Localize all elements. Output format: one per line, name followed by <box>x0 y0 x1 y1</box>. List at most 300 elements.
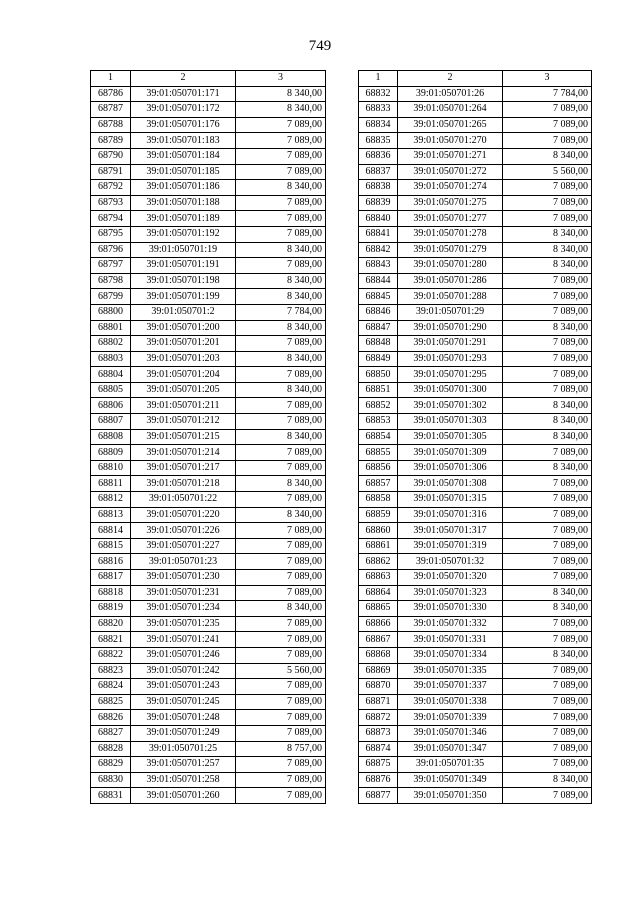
row-number: 68860 <box>359 523 398 539</box>
cost-value: 7 089,00 <box>236 133 326 149</box>
row-number: 68872 <box>359 710 398 726</box>
row-number: 68790 <box>91 148 131 164</box>
table-row <box>91 133 326 149</box>
row-number: 68867 <box>359 632 398 648</box>
cost-value: 8 340,00 <box>503 601 592 617</box>
cost-value: 7 089,00 <box>236 694 326 710</box>
table-row <box>359 102 592 118</box>
table-row <box>91 398 326 414</box>
row-number: 68832 <box>359 86 398 102</box>
cost-value: 8 340,00 <box>503 226 592 242</box>
cost-value: 8 340,00 <box>503 460 592 476</box>
cadastral-number: 39:01:050701:288 <box>398 289 503 305</box>
row-number: 68819 <box>91 601 131 617</box>
table-row <box>359 741 592 757</box>
row-number: 68845 <box>359 289 398 305</box>
cadastral-number: 39:01:050701:234 <box>131 601 236 617</box>
row-number: 68840 <box>359 211 398 227</box>
table-row <box>359 679 592 695</box>
cost-value: 8 340,00 <box>236 601 326 617</box>
cadastral-number: 39:01:050701:242 <box>131 663 236 679</box>
cost-value: 7 089,00 <box>503 180 592 196</box>
row-number: 68877 <box>359 788 398 804</box>
row-number: 68822 <box>91 647 131 663</box>
cost-value: 7 089,00 <box>503 102 592 118</box>
table-row <box>91 616 326 632</box>
row-number: 68853 <box>359 414 398 430</box>
cadastral-number: 39:01:050701:191 <box>131 258 236 274</box>
cadastral-number: 39:01:050701:2 <box>131 304 236 320</box>
left-table-body <box>91 86 326 803</box>
cadastral-number: 39:01:050701:319 <box>398 538 503 554</box>
table-row <box>91 367 326 383</box>
row-number: 68802 <box>91 336 131 352</box>
table-row <box>91 632 326 648</box>
row-number: 68843 <box>359 258 398 274</box>
table-row <box>359 757 592 773</box>
row-number: 68855 <box>359 445 398 461</box>
table-row <box>359 258 592 274</box>
row-number: 68862 <box>359 554 398 570</box>
table-row <box>91 460 326 476</box>
cadastral-number: 39:01:050701:199 <box>131 289 236 305</box>
cost-value: 8 340,00 <box>503 429 592 445</box>
table-row <box>359 647 592 663</box>
cadastral-number: 39:01:050701:172 <box>131 102 236 118</box>
table-row <box>91 741 326 757</box>
table-row <box>91 211 326 227</box>
cadastral-number: 39:01:050701:231 <box>131 585 236 601</box>
cost-value: 8 340,00 <box>236 382 326 398</box>
cadastral-number: 39:01:050701:212 <box>131 414 236 430</box>
cost-value: 7 089,00 <box>236 725 326 741</box>
cost-value: 7 784,00 <box>503 86 592 102</box>
cadastral-number: 39:01:050701:188 <box>131 195 236 211</box>
table-row <box>91 102 326 118</box>
cadastral-number: 39:01:050701:218 <box>131 476 236 492</box>
row-number: 68865 <box>359 601 398 617</box>
row-number: 68866 <box>359 616 398 632</box>
header-col-3: 3 <box>503 71 592 87</box>
cadastral-number: 39:01:050701:332 <box>398 616 503 632</box>
table-row <box>91 289 326 305</box>
cost-value: 7 089,00 <box>503 492 592 508</box>
row-number: 68814 <box>91 523 131 539</box>
cadastral-number: 39:01:050701:275 <box>398 195 503 211</box>
cadastral-number: 39:01:050701:201 <box>131 336 236 352</box>
row-number: 68786 <box>91 86 131 102</box>
cadastral-number: 39:01:050701:280 <box>398 258 503 274</box>
cadastral-number: 39:01:050701:339 <box>398 710 503 726</box>
row-number: 68809 <box>91 445 131 461</box>
cost-value: 7 089,00 <box>503 195 592 211</box>
table-row <box>359 476 592 492</box>
table-row <box>91 351 326 367</box>
cadastral-number: 39:01:050701:214 <box>131 445 236 461</box>
table-row <box>91 523 326 539</box>
cadastral-number: 39:01:050701:241 <box>131 632 236 648</box>
cadastral-number: 39:01:050701:220 <box>131 507 236 523</box>
cadastral-number: 39:01:050701:264 <box>398 102 503 118</box>
cost-value: 5 560,00 <box>503 164 592 180</box>
row-number: 68813 <box>91 507 131 523</box>
cost-value: 7 089,00 <box>503 679 592 695</box>
cost-value: 8 340,00 <box>236 429 326 445</box>
row-number: 68856 <box>359 460 398 476</box>
cost-value: 7 089,00 <box>503 632 592 648</box>
row-number: 68828 <box>91 741 131 757</box>
row-number: 68834 <box>359 117 398 133</box>
cadastral-number: 39:01:050701:274 <box>398 180 503 196</box>
table-row <box>359 336 592 352</box>
cost-value: 8 340,00 <box>503 585 592 601</box>
cadastral-number: 39:01:050701:279 <box>398 242 503 258</box>
table-row <box>359 320 592 336</box>
cost-value: 7 089,00 <box>503 788 592 804</box>
cadastral-number: 39:01:050701:23 <box>131 554 236 570</box>
row-number: 68873 <box>359 725 398 741</box>
cadastral-number: 39:01:050701:249 <box>131 725 236 741</box>
row-number: 68787 <box>91 102 131 118</box>
row-number: 68844 <box>359 273 398 289</box>
row-number: 68817 <box>91 570 131 586</box>
row-number: 68812 <box>91 492 131 508</box>
row-number: 68833 <box>359 102 398 118</box>
cadastral-number: 39:01:050701:337 <box>398 679 503 695</box>
cost-value: 7 089,00 <box>236 679 326 695</box>
table-row <box>91 601 326 617</box>
table-row <box>91 258 326 274</box>
table-row <box>359 226 592 242</box>
cost-value: 8 340,00 <box>236 507 326 523</box>
row-number: 68799 <box>91 289 131 305</box>
cost-value: 8 340,00 <box>503 148 592 164</box>
table-row <box>91 117 326 133</box>
row-number: 68808 <box>91 429 131 445</box>
table-row <box>91 164 326 180</box>
cost-value: 7 089,00 <box>236 632 326 648</box>
cadastral-number: 39:01:050701:32 <box>398 554 503 570</box>
row-number: 68801 <box>91 320 131 336</box>
cadastral-number: 39:01:050701:198 <box>131 273 236 289</box>
cost-value: 7 089,00 <box>236 616 326 632</box>
table-row <box>359 117 592 133</box>
row-number: 68831 <box>91 788 131 804</box>
cadastral-number: 39:01:050701:227 <box>131 538 236 554</box>
row-number: 68791 <box>91 164 131 180</box>
row-number: 68788 <box>91 117 131 133</box>
cadastral-number: 39:01:050701:205 <box>131 382 236 398</box>
table-row <box>359 367 592 383</box>
table-row <box>359 788 592 804</box>
cost-value: 7 089,00 <box>503 304 592 320</box>
cadastral-number: 39:01:050701:217 <box>131 460 236 476</box>
table-row <box>91 195 326 211</box>
cost-value: 7 089,00 <box>236 414 326 430</box>
cadastral-number: 39:01:050701:272 <box>398 164 503 180</box>
row-number: 68815 <box>91 538 131 554</box>
cost-value: 5 560,00 <box>236 663 326 679</box>
table-row <box>359 180 592 196</box>
row-number: 68859 <box>359 507 398 523</box>
cost-value: 7 089,00 <box>503 663 592 679</box>
cost-value: 7 089,00 <box>236 585 326 601</box>
cost-value: 7 089,00 <box>503 289 592 305</box>
right-table <box>358 70 592 804</box>
table-row <box>359 195 592 211</box>
cadastral-number: 39:01:050701:305 <box>398 429 503 445</box>
table-row <box>91 788 326 804</box>
row-number: 68826 <box>91 710 131 726</box>
header-col-1: 1 <box>359 71 398 87</box>
table-row <box>359 133 592 149</box>
table-row <box>91 757 326 773</box>
table-row <box>359 414 592 430</box>
cost-value: 7 089,00 <box>503 476 592 492</box>
cadastral-number: 39:01:050701:315 <box>398 492 503 508</box>
table-row <box>91 492 326 508</box>
cadastral-number: 39:01:050701:29 <box>398 304 503 320</box>
cost-value: 8 340,00 <box>503 647 592 663</box>
row-number: 68807 <box>91 414 131 430</box>
table-row <box>91 86 326 102</box>
table-row <box>359 585 592 601</box>
table-row <box>359 289 592 305</box>
table-row <box>91 180 326 196</box>
cadastral-number: 39:01:050701:192 <box>131 226 236 242</box>
cost-value: 8 340,00 <box>236 320 326 336</box>
header-col-3: 3 <box>236 71 326 87</box>
cadastral-number: 39:01:050701:295 <box>398 367 503 383</box>
cadastral-number: 39:01:050701:183 <box>131 133 236 149</box>
cost-value: 8 340,00 <box>503 772 592 788</box>
cost-value: 7 089,00 <box>503 507 592 523</box>
cost-value: 7 089,00 <box>503 757 592 773</box>
cadastral-number: 39:01:050701:26 <box>398 86 503 102</box>
cost-value: 7 089,00 <box>236 367 326 383</box>
cost-value: 7 089,00 <box>503 616 592 632</box>
table-row <box>91 585 326 601</box>
cost-value: 8 340,00 <box>503 258 592 274</box>
table-row <box>91 414 326 430</box>
row-number: 68805 <box>91 382 131 398</box>
row-number: 68798 <box>91 273 131 289</box>
row-number: 68794 <box>91 211 131 227</box>
cost-value: 7 089,00 <box>236 117 326 133</box>
cadastral-number: 39:01:050701:271 <box>398 148 503 164</box>
cost-value: 7 089,00 <box>236 336 326 352</box>
cadastral-number: 39:01:050701:347 <box>398 741 503 757</box>
cost-value: 7 089,00 <box>236 445 326 461</box>
table-row <box>359 710 592 726</box>
cost-value: 7 089,00 <box>236 788 326 804</box>
row-number: 68823 <box>91 663 131 679</box>
cadastral-number: 39:01:050701:265 <box>398 117 503 133</box>
cadastral-number: 39:01:050701:226 <box>131 523 236 539</box>
cadastral-number: 39:01:050701:184 <box>131 148 236 164</box>
cost-value: 7 089,00 <box>503 382 592 398</box>
row-number: 68824 <box>91 679 131 695</box>
row-number: 68841 <box>359 226 398 242</box>
row-number: 68821 <box>91 632 131 648</box>
cadastral-number: 39:01:050701:302 <box>398 398 503 414</box>
cadastral-number: 39:01:050701:303 <box>398 414 503 430</box>
cadastral-number: 39:01:050701:235 <box>131 616 236 632</box>
row-number: 68806 <box>91 398 131 414</box>
table-row <box>91 445 326 461</box>
table-row <box>359 211 592 227</box>
cost-value: 7 089,00 <box>236 523 326 539</box>
table-row <box>91 242 326 258</box>
cost-value: 7 089,00 <box>236 554 326 570</box>
cadastral-number: 39:01:050701:189 <box>131 211 236 227</box>
cadastral-number: 39:01:050701:204 <box>131 367 236 383</box>
cadastral-number: 39:01:050701:306 <box>398 460 503 476</box>
table-row <box>359 164 592 180</box>
cadastral-number: 39:01:050701:176 <box>131 117 236 133</box>
table-row <box>359 601 592 617</box>
cost-value: 7 089,00 <box>236 647 326 663</box>
table-row <box>91 694 326 710</box>
cadastral-number: 39:01:050701:278 <box>398 226 503 242</box>
cost-value: 7 089,00 <box>503 554 592 570</box>
table-row <box>91 476 326 492</box>
table-row <box>359 492 592 508</box>
cadastral-number: 39:01:050701:300 <box>398 382 503 398</box>
header-col-2: 2 <box>398 71 503 87</box>
cadastral-number: 39:01:050701:334 <box>398 647 503 663</box>
cost-value: 7 089,00 <box>503 710 592 726</box>
row-number: 68848 <box>359 336 398 352</box>
cadastral-number: 39:01:050701:350 <box>398 788 503 804</box>
cadastral-number: 39:01:050701:323 <box>398 585 503 601</box>
table-row <box>91 226 326 242</box>
table-row <box>359 507 592 523</box>
table-row <box>91 772 326 788</box>
cost-value: 7 089,00 <box>503 211 592 227</box>
cadastral-number: 39:01:050701:257 <box>131 757 236 773</box>
cadastral-number: 39:01:050701:316 <box>398 507 503 523</box>
cost-value: 7 089,00 <box>503 694 592 710</box>
cost-value: 8 340,00 <box>503 398 592 414</box>
row-number: 68851 <box>359 382 398 398</box>
cadastral-number: 39:01:050701:245 <box>131 694 236 710</box>
cost-value: 7 089,00 <box>503 725 592 741</box>
cadastral-number: 39:01:050701:338 <box>398 694 503 710</box>
table-row <box>359 663 592 679</box>
header-col-1: 1 <box>91 71 131 87</box>
cost-value: 7 089,00 <box>236 492 326 508</box>
cost-value: 7 089,00 <box>503 523 592 539</box>
row-number: 68863 <box>359 570 398 586</box>
table-row <box>91 725 326 741</box>
cost-value: 7 089,00 <box>236 164 326 180</box>
row-number: 68793 <box>91 195 131 211</box>
row-number: 68852 <box>359 398 398 414</box>
row-number: 68792 <box>91 180 131 196</box>
cadastral-number: 39:01:050701:270 <box>398 133 503 149</box>
table-row <box>359 304 592 320</box>
cost-value: 7 089,00 <box>236 195 326 211</box>
cost-value: 7 089,00 <box>236 772 326 788</box>
table-row <box>359 398 592 414</box>
table-row <box>91 647 326 663</box>
row-number: 68830 <box>91 772 131 788</box>
left-table-header <box>91 71 326 87</box>
cadastral-number: 39:01:050701:186 <box>131 180 236 196</box>
cost-value: 7 089,00 <box>236 258 326 274</box>
cost-value: 7 089,00 <box>503 351 592 367</box>
cadastral-number: 39:01:050701:346 <box>398 725 503 741</box>
cost-value: 8 340,00 <box>503 242 592 258</box>
cost-value: 7 089,00 <box>503 741 592 757</box>
cost-value: 7 089,00 <box>236 570 326 586</box>
table-row <box>91 273 326 289</box>
table-row <box>91 554 326 570</box>
row-number: 68839 <box>359 195 398 211</box>
row-number: 68876 <box>359 772 398 788</box>
header-col-2: 2 <box>131 71 236 87</box>
table-row <box>91 679 326 695</box>
cost-value: 8 340,00 <box>503 320 592 336</box>
cost-value: 7 089,00 <box>503 133 592 149</box>
cadastral-number: 39:01:050701:331 <box>398 632 503 648</box>
table-row <box>359 86 592 102</box>
table-row <box>91 336 326 352</box>
cost-value: 8 340,00 <box>236 273 326 289</box>
row-number: 68846 <box>359 304 398 320</box>
row-number: 68795 <box>91 226 131 242</box>
cost-value: 7 089,00 <box>503 570 592 586</box>
cadastral-number: 39:01:050701:211 <box>131 398 236 414</box>
cost-value: 8 340,00 <box>236 180 326 196</box>
table-row <box>91 663 326 679</box>
table-row <box>359 351 592 367</box>
table-row <box>359 570 592 586</box>
table-row <box>359 382 592 398</box>
cost-value: 8 340,00 <box>503 414 592 430</box>
table-row <box>359 616 592 632</box>
cadastral-number: 39:01:050701:293 <box>398 351 503 367</box>
row-number: 68829 <box>91 757 131 773</box>
row-number: 68871 <box>359 694 398 710</box>
cost-value: 7 089,00 <box>236 460 326 476</box>
table-row <box>359 538 592 554</box>
table-row <box>359 445 592 461</box>
row-number: 68868 <box>359 647 398 663</box>
cadastral-number: 39:01:050701:19 <box>131 242 236 258</box>
cost-value: 7 089,00 <box>503 273 592 289</box>
table-row <box>359 460 592 476</box>
row-number: 68789 <box>91 133 131 149</box>
table-row <box>359 273 592 289</box>
cost-value: 7 089,00 <box>236 757 326 773</box>
cadastral-number: 39:01:050701:185 <box>131 164 236 180</box>
table-row <box>359 242 592 258</box>
row-number: 68861 <box>359 538 398 554</box>
cost-value: 8 340,00 <box>236 102 326 118</box>
cost-value: 7 089,00 <box>236 148 326 164</box>
table-row <box>359 429 592 445</box>
row-number: 68857 <box>359 476 398 492</box>
table-row <box>359 772 592 788</box>
row-number: 68838 <box>359 180 398 196</box>
cost-value: 7 089,00 <box>503 538 592 554</box>
table-row <box>91 570 326 586</box>
row-number: 68849 <box>359 351 398 367</box>
cost-value: 8 340,00 <box>236 289 326 305</box>
row-number: 68796 <box>91 242 131 258</box>
